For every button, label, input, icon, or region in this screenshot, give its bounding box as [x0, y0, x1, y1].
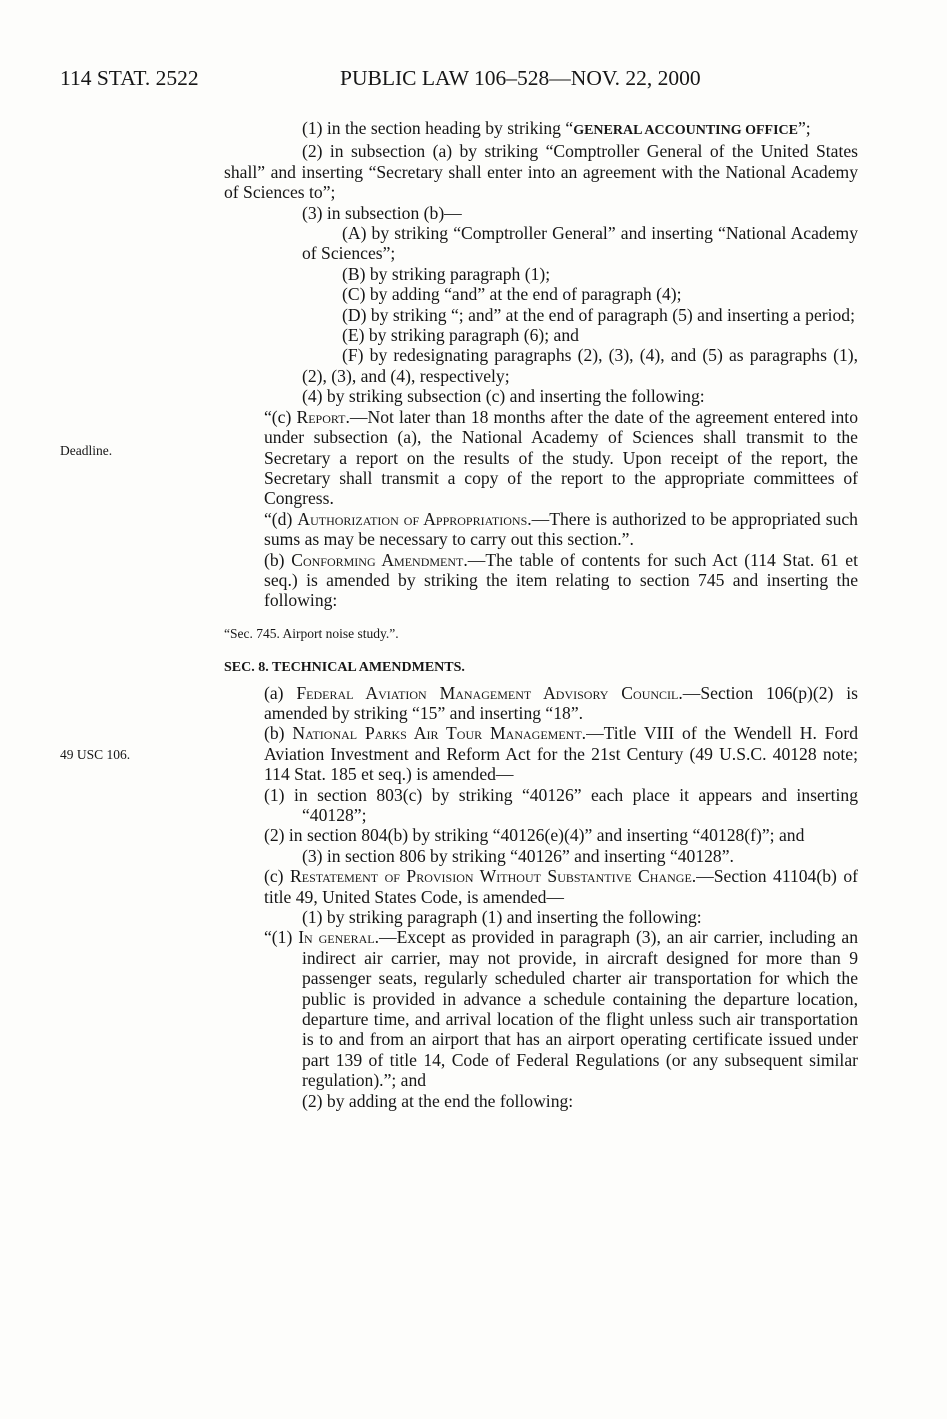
para-2: (2) in subsection (a) by striking “Comptroller General of the United States shall” and inserting “Secretary shall enter into an agreement with the National Academy of Sciences to”; — [224, 141, 858, 203]
public-law-title: PUBLIC LAW 106–528—NOV. 22, 2000 — [340, 66, 701, 90]
sec8-c: (c) Restatement of Provision Without Substantive Change.—Section 41104(b) of title 49, United States Code, is amended— — [264, 866, 858, 907]
para-4: (4) by striking subsection (c) and inserting the following: — [302, 386, 705, 407]
subsec-b-conforming: (b) Conforming Amendment.—The table of contents for such Act (114 Stat. 61 et seq.) is amended by striking the item relating to section 745 and inserting the following: — [264, 549, 858, 611]
sec8-b: (b) National Parks Air Tour Management.—Title VIII of the Wendell H. Ford Aviation Investment and Reform Act for the 21st Century (49 U.S.C. 40128 note; 114 Stat. 185 et seq.) is amended— — [264, 723, 859, 785]
section-8-heading: SEC. 8. TECHNICAL AMENDMENTS. — [224, 660, 465, 676]
sec8-c-1: (1) by striking paragraph (1) and inserting the following: — [302, 907, 702, 928]
para-3E: (E) by striking paragraph (6); and — [342, 325, 579, 346]
subsec-c-report: “(c) Report.—Not later than 18 months after the date of the agreement entered into under subsection (a), the National Academy of Sciences shall transmit to the Secretary a report on the results of the study. Upon receipt of the report, the Secretary shall transmit a copy of the report to the appropriate committees of Congress. — [264, 406, 858, 509]
para-3: (3) in subsection (b)— — [302, 202, 462, 223]
sec8-c-in-general: “(1) In general.—Except as provided in paragraph (3), an air carrier, including an indirect air carrier, may not provide, in aircraft designed for more than 9 passenger seats, regularly scheduled charter air transportation for which the public is provided in advance a schedule containing the departure location, departure time, and arrival location of the flight unless such air transportation is to and from an airport that has an airport operating certificate issued under part 139 of title 14, Code of Federal Regulations (or any subsequent similar regulation).”; and — [264, 927, 858, 1091]
para-3A: (A) by striking “Comptroller General” and inserting “National Academy of Sciences”; — [302, 223, 858, 264]
para-1: (1) in the section heading by striking “GENERAL ACCOUNTING OFFICE”; — [302, 118, 811, 138]
para-3C: (C) by adding “and” at the end of paragraph (4); — [342, 284, 682, 305]
sec8-b-3: (3) in section 806 by striking “40126” and inserting “40128”. — [302, 845, 734, 866]
para-3B: (B) by striking paragraph (1); — [342, 263, 551, 284]
page-header — [60, 66, 860, 96]
subsec-d-authorization: “(d) Authorization of Appropriations.—There is authorized to be appropriated such sums as may be necessary to carry out this section.”. — [264, 508, 858, 550]
para-3D: (D) by striking “; and” at the end of paragraph (5) and inserting a period; — [342, 304, 855, 325]
sec8-a: (a) Federal Aviation Management Advisory Council.—Section 106(p)(2) is amended by striking “15” and inserting “18”. — [264, 682, 858, 723]
stat-citation: 114 STAT. 2522 — [60, 66, 199, 90]
margin-note-deadline: Deadline. — [60, 443, 113, 458]
sec8-c-2: (2) by adding at the end the following: — [302, 1090, 574, 1111]
para-3F: (F) by redesignating paragraphs (2), (3), (4), and (5) as paragraphs (1), (2), (3), and (4), respectively; — [302, 345, 858, 386]
document-body — [224, 118, 858, 1111]
sec8-b-2: (2) in section 804(b) by striking “40126(e)(4)” and inserting “40128(f)”; and — [264, 825, 805, 846]
margin-note-usc: 49 USC 106. — [60, 747, 131, 762]
sec8-b-1: (1) in section 803(c) by striking “40126” each place it appears and inserting “40128”; — [264, 784, 858, 825]
toc-item: “Sec. 745. Airport noise study.”. — [224, 625, 399, 641]
